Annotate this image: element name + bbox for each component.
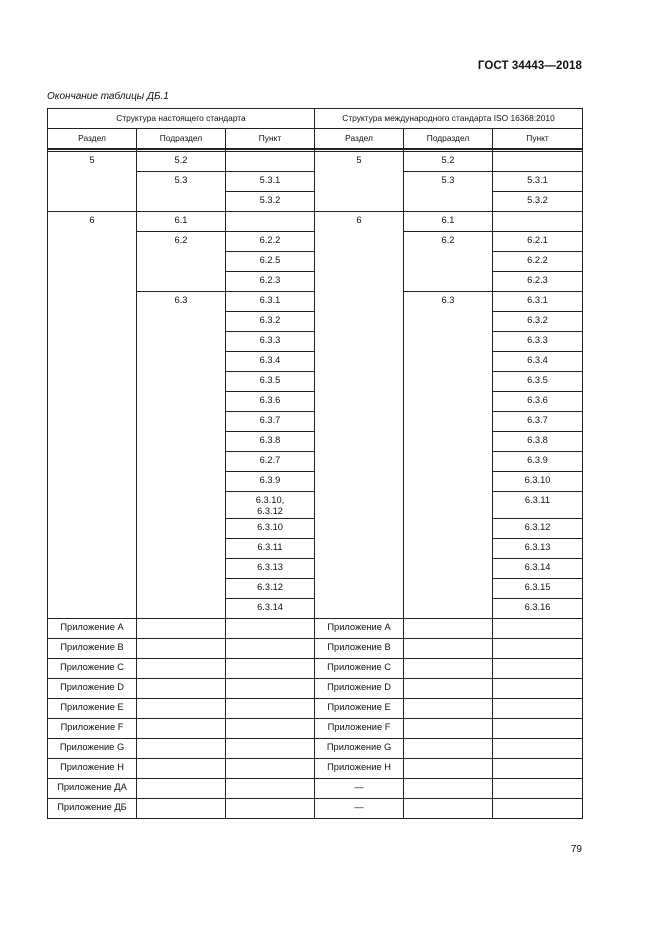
- table-row: [48, 252, 583, 272]
- table-cell: 6.3.16: [493, 599, 583, 619]
- table-row: [48, 472, 583, 492]
- table-cell: [404, 619, 493, 639]
- table-cell: 6.3.5: [493, 372, 583, 392]
- table-cell: 5.3: [137, 172, 226, 192]
- table-cell: [315, 519, 404, 539]
- table-cell: Приложение B: [315, 639, 404, 659]
- table-cell: Приложение G: [48, 739, 137, 759]
- table-cell: [493, 799, 583, 819]
- table-cell: [137, 619, 226, 639]
- table-cell: [137, 412, 226, 432]
- table-cell: 6.3.10: [226, 519, 315, 539]
- table-cell: [137, 679, 226, 699]
- table-cell: [137, 699, 226, 719]
- table-cell: 5.2: [137, 152, 226, 172]
- table-cell: 6.3.13: [493, 539, 583, 559]
- table-cell: Приложение A: [315, 619, 404, 639]
- table-row: [48, 779, 583, 799]
- table-cell: [137, 372, 226, 392]
- correspondence-table: [47, 108, 583, 819]
- table-cell: —: [315, 799, 404, 819]
- table-cell: 6.3.11: [226, 539, 315, 559]
- column-header-item: Пункт: [493, 129, 583, 150]
- table-cell: [493, 639, 583, 659]
- table-cell: 6.3.5: [226, 372, 315, 392]
- table-cell: [226, 152, 315, 172]
- table-cell: [493, 719, 583, 739]
- table-row: [48, 412, 583, 432]
- table-cell: [137, 192, 226, 212]
- table-row: [48, 352, 583, 372]
- column-header-section: Раздел: [48, 129, 137, 150]
- table-cell: [48, 579, 137, 599]
- table-cell: Приложение E: [315, 699, 404, 719]
- table-cell: [315, 252, 404, 272]
- table-cell: [48, 332, 137, 352]
- table-cell: [315, 352, 404, 372]
- table-cell: 6.3.1: [493, 292, 583, 312]
- table-cell: 5: [315, 152, 404, 172]
- table-cell: [48, 492, 137, 519]
- table-cell: [404, 559, 493, 579]
- table-cell: 6.3: [404, 292, 493, 312]
- table-cell: 6.3.15: [493, 579, 583, 599]
- table-cell: Приложение G: [315, 739, 404, 759]
- table-row: [48, 699, 583, 719]
- table-cell: [226, 699, 315, 719]
- table-cell: 6.3.10: [493, 472, 583, 492]
- table-cell: Приложение D: [315, 679, 404, 699]
- table-cell: 6.3.14: [226, 599, 315, 619]
- table-cell: [404, 779, 493, 799]
- table-cell: 5.3.2: [493, 192, 583, 212]
- table-cell: [404, 272, 493, 292]
- table-caption: Окончание таблицы ДБ.1: [47, 91, 169, 102]
- table-cell: [493, 679, 583, 699]
- table-cell: [404, 452, 493, 472]
- table-cell: [226, 639, 315, 659]
- table-cell: [493, 779, 583, 799]
- table-cell: 6.3.8: [226, 432, 315, 452]
- table-cell: [48, 539, 137, 559]
- table-cell: [48, 559, 137, 579]
- table-cell: [226, 779, 315, 799]
- column-header-item: Пункт: [226, 129, 315, 150]
- table-cell: [404, 392, 493, 412]
- table-cell: [48, 232, 137, 252]
- table-cell: [315, 172, 404, 192]
- table-cell: [137, 719, 226, 739]
- table-cell: 6.3.7: [493, 412, 583, 432]
- table-cell: [137, 392, 226, 412]
- table-cell: [315, 579, 404, 599]
- table-row: [48, 172, 583, 192]
- document-standard-number: ГОСТ 34443—2018: [477, 60, 582, 72]
- table-cell: [404, 539, 493, 559]
- table-cell: [48, 372, 137, 392]
- table-cell: 6.2: [137, 232, 226, 252]
- table-cell: [404, 332, 493, 352]
- table-cell: 6.2.7: [226, 452, 315, 472]
- table-cell: 6.2: [404, 232, 493, 252]
- table-row: [48, 192, 583, 212]
- table-cell: Приложение F: [48, 719, 137, 739]
- table-cell: [48, 392, 137, 412]
- table-cell: [137, 759, 226, 779]
- table-cell: 6.2.2: [493, 252, 583, 272]
- table-cell: [48, 432, 137, 452]
- table-row: [48, 212, 583, 232]
- table-cell: [137, 492, 226, 519]
- table-cell: [315, 472, 404, 492]
- table-cell: [226, 719, 315, 739]
- table-cell: 5: [48, 152, 137, 172]
- table-cell: Приложение H: [48, 759, 137, 779]
- table-cell: [315, 272, 404, 292]
- table-cell: 6.3.12: [226, 579, 315, 599]
- table-cell: Приложение C: [48, 659, 137, 679]
- table-cell: [315, 332, 404, 352]
- table-cell: [48, 599, 137, 619]
- table-row: [48, 739, 583, 759]
- table-cell: [48, 292, 137, 312]
- table-cell: [315, 412, 404, 432]
- table-cell: [137, 639, 226, 659]
- table-cell: 6.3.13: [226, 559, 315, 579]
- table-cell: Приложение C: [315, 659, 404, 679]
- table-cell: [404, 659, 493, 679]
- table-cell: [137, 352, 226, 372]
- table-cell: [226, 619, 315, 639]
- table-cell: 6.3.11: [493, 492, 583, 519]
- table-cell: [404, 412, 493, 432]
- table-cell: [137, 539, 226, 559]
- table-row: [48, 452, 583, 472]
- table-cell: 6: [315, 212, 404, 232]
- table-cell: [137, 252, 226, 272]
- table-cell: [404, 639, 493, 659]
- table-cell: 6.3.6: [226, 392, 315, 412]
- table-cell: [48, 312, 137, 332]
- table-cell: [404, 372, 493, 392]
- group-header-left: Структура настоящего стандарта: [48, 109, 315, 129]
- table-cell: 6.3.2: [493, 312, 583, 332]
- table-cell: Приложение F: [315, 719, 404, 739]
- table-cell: 5.3.1: [493, 172, 583, 192]
- table-cell: 6: [48, 212, 137, 232]
- table-cell: [404, 252, 493, 272]
- table-cell: [137, 452, 226, 472]
- table-row: [48, 232, 583, 252]
- table-cell: —: [315, 779, 404, 799]
- table-cell: Приложение H: [315, 759, 404, 779]
- table-cell: [493, 739, 583, 759]
- table-cell: 6.1: [137, 212, 226, 232]
- table-row: [48, 719, 583, 739]
- table-cell: 6.1: [404, 212, 493, 232]
- table-cell: [493, 619, 583, 639]
- table-cell: [48, 192, 137, 212]
- table-cell: [404, 492, 493, 519]
- page-number: 79: [570, 844, 582, 855]
- table-row: [48, 272, 583, 292]
- table-cell: [137, 519, 226, 539]
- table-row: [48, 519, 583, 539]
- table-cell: 6.3.7: [226, 412, 315, 432]
- table-cell: [404, 579, 493, 599]
- table-cell: 5.3: [404, 172, 493, 192]
- table-cell: [226, 212, 315, 232]
- table-cell: 6.2.1: [493, 232, 583, 252]
- table-cell: [404, 699, 493, 719]
- table-cell: [48, 519, 137, 539]
- table-cell: [493, 659, 583, 679]
- table-cell: [137, 799, 226, 819]
- table-cell: 6.2.3: [493, 272, 583, 292]
- table-cell: [137, 559, 226, 579]
- table-cell: [48, 352, 137, 372]
- table-cell: 6.3.1: [226, 292, 315, 312]
- table-cell: [137, 312, 226, 332]
- table-row: [48, 759, 583, 779]
- table-cell: [493, 759, 583, 779]
- table-cell: Приложение B: [48, 639, 137, 659]
- table-cell: 6.3.4: [493, 352, 583, 372]
- table-cell: [315, 432, 404, 452]
- table-cell: [315, 539, 404, 559]
- table-cell: [226, 679, 315, 699]
- table-cell: [48, 412, 137, 432]
- table-cell: 6.3.9: [226, 472, 315, 492]
- table-cell: [315, 452, 404, 472]
- table-cell: [137, 599, 226, 619]
- table-cell: [48, 172, 137, 192]
- table-cell: [226, 799, 315, 819]
- table-cell: [315, 312, 404, 332]
- table-cell: 6.2.3: [226, 272, 315, 292]
- table-cell: Приложение ДА: [48, 779, 137, 799]
- table-row: [48, 492, 583, 519]
- table-cell: Приложение E: [48, 699, 137, 719]
- table-cell: [137, 579, 226, 599]
- table-cell: 6.3.4: [226, 352, 315, 372]
- table-row: [48, 579, 583, 599]
- table-cell: [404, 519, 493, 539]
- table-cell: [404, 472, 493, 492]
- table-row: [48, 559, 583, 579]
- table-cell: 6.3.14: [493, 559, 583, 579]
- table-cell: 5.2: [404, 152, 493, 172]
- table-cell: [137, 272, 226, 292]
- group-header-right: Структура международного стандарта ISO 16368:2010: [315, 109, 583, 129]
- table-cell: [48, 472, 137, 492]
- table-cell: 5.3.2: [226, 192, 315, 212]
- table-cell: 6.3.3: [493, 332, 583, 352]
- table-cell: 6.3.10, 6.3.12: [226, 492, 315, 519]
- table-cell: [493, 152, 583, 172]
- table-cell: [493, 212, 583, 232]
- table-cell: 6.3.9: [493, 452, 583, 472]
- table-row: [48, 392, 583, 412]
- table-cell: 6.2.5: [226, 252, 315, 272]
- table-cell: [226, 659, 315, 679]
- table-cell: [137, 779, 226, 799]
- table-cell: [315, 599, 404, 619]
- table-row: [48, 152, 583, 172]
- table-row: [48, 432, 583, 452]
- table-row: [48, 332, 583, 352]
- table-cell: [137, 432, 226, 452]
- table-cell: [493, 699, 583, 719]
- table-cell: [315, 232, 404, 252]
- table-cell: [404, 432, 493, 452]
- table-row: [48, 799, 583, 819]
- table-cell: [137, 472, 226, 492]
- table-cell: 6.3.3: [226, 332, 315, 352]
- table-cell: 5.3.1: [226, 172, 315, 192]
- table-cell: 6.3: [137, 292, 226, 312]
- table-cell: [404, 739, 493, 759]
- table-cell: 6.3.12: [493, 519, 583, 539]
- table-row: [48, 372, 583, 392]
- table-cell: [48, 252, 137, 272]
- table-cell: [226, 739, 315, 759]
- table-cell: [315, 392, 404, 412]
- table-cell: [315, 372, 404, 392]
- table-cell: [137, 332, 226, 352]
- table-row: [48, 292, 583, 312]
- column-header-subsection: Подраздел: [137, 129, 226, 150]
- table-cell: [226, 759, 315, 779]
- table-cell: Приложение D: [48, 679, 137, 699]
- column-header-subsection: Подраздел: [404, 129, 493, 150]
- table-cell: 6.3.6: [493, 392, 583, 412]
- table-cell: [315, 559, 404, 579]
- table-cell: [404, 312, 493, 332]
- table-cell: [404, 799, 493, 819]
- table-cell: [404, 599, 493, 619]
- table-cell: [315, 192, 404, 212]
- table-cell: [315, 292, 404, 312]
- table-row: [48, 619, 583, 639]
- table-cell: [404, 192, 493, 212]
- table-cell: 6.3.2: [226, 312, 315, 332]
- table-row: [48, 639, 583, 659]
- table-row: [48, 659, 583, 679]
- table-row: [48, 539, 583, 559]
- table-cell: 6.3.8: [493, 432, 583, 452]
- table-row: [48, 599, 583, 619]
- table-cell: [404, 352, 493, 372]
- table-cell: 6.2.2: [226, 232, 315, 252]
- table-row: [48, 312, 583, 332]
- table-cell: [315, 492, 404, 519]
- table-cell: [404, 719, 493, 739]
- table-row: [48, 679, 583, 699]
- column-header-section: Раздел: [315, 129, 404, 150]
- table-cell: [48, 452, 137, 472]
- table-cell: [137, 739, 226, 759]
- table-cell: Приложение A: [48, 619, 137, 639]
- table-cell: Приложение ДБ: [48, 799, 137, 819]
- table-cell: [404, 759, 493, 779]
- table-cell: [48, 272, 137, 292]
- table-cell: [404, 679, 493, 699]
- table-body: [48, 152, 583, 819]
- table-cell: [137, 659, 226, 679]
